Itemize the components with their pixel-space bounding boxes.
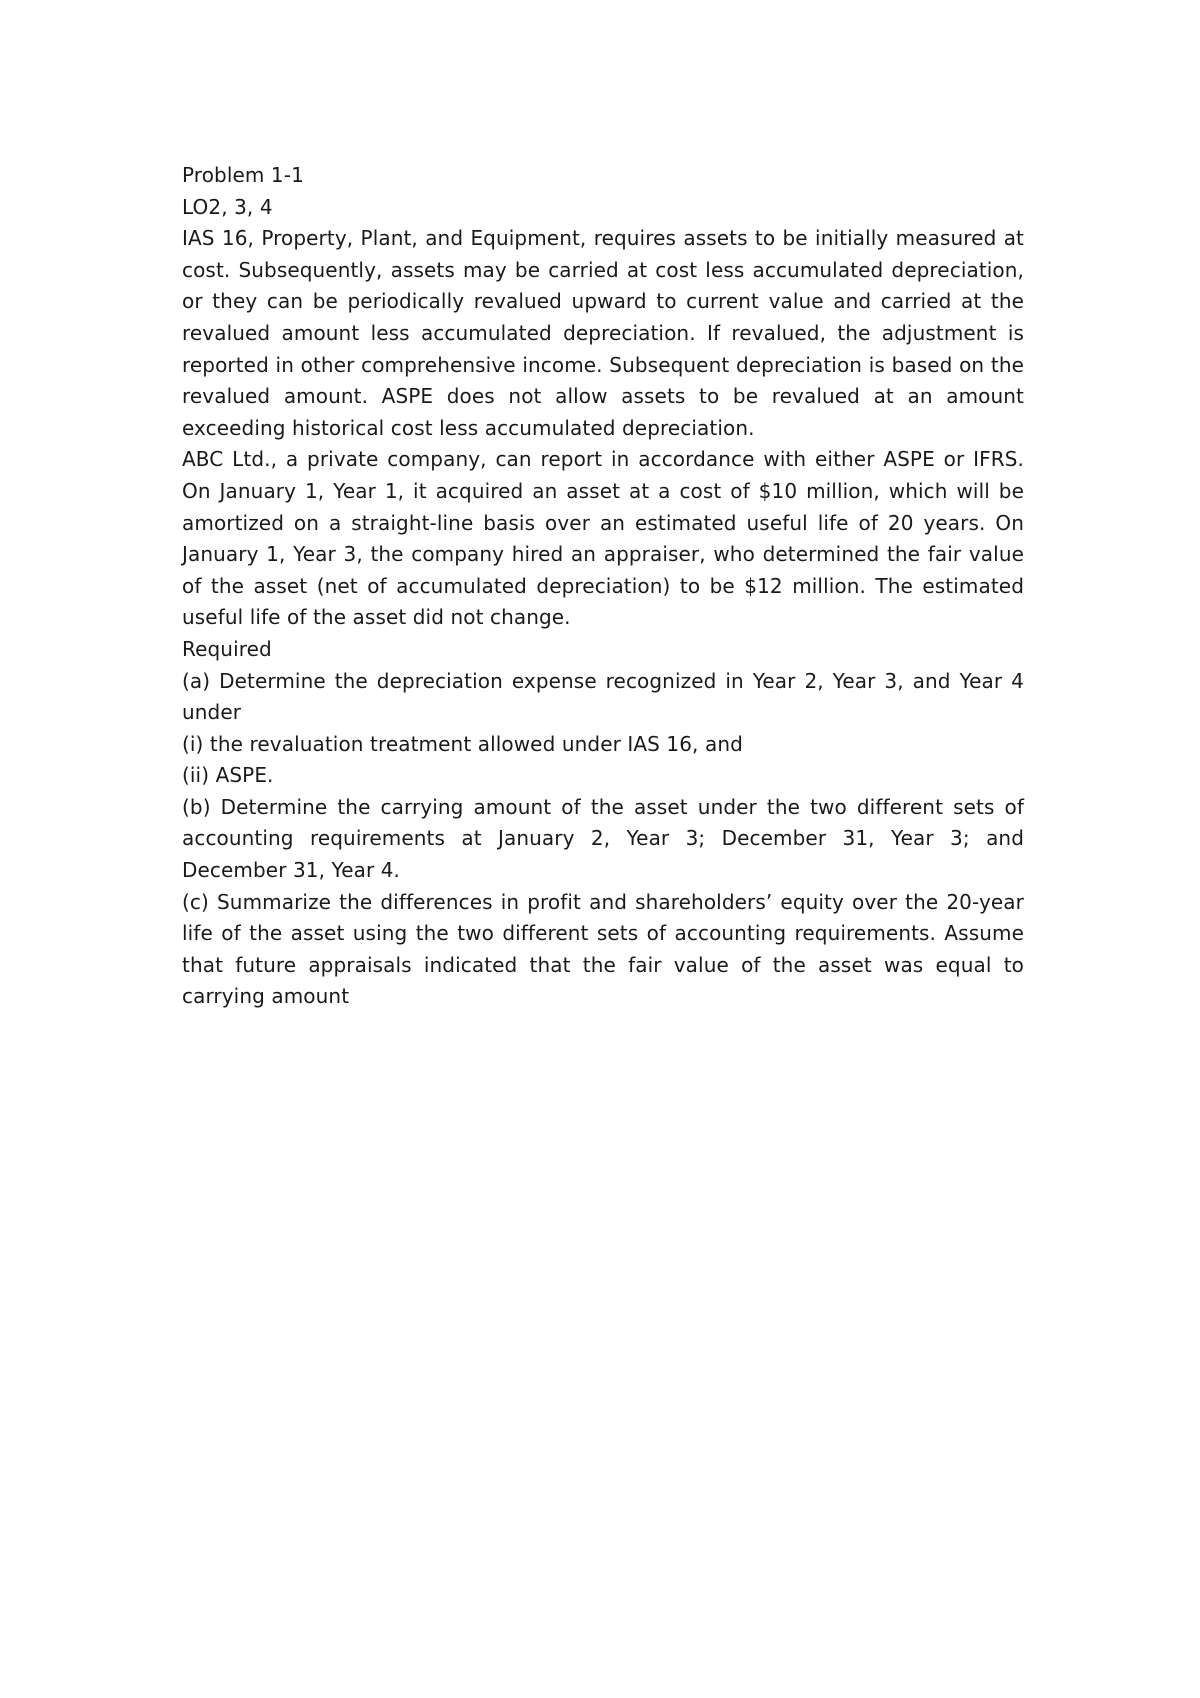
part-a-ii: (ii) ASPE. bbox=[182, 763, 274, 788]
part-a: (a) Determine the depreciation expense recognized in Year 2, Year 3, and Year 4 under bbox=[182, 668, 1024, 725]
required-heading: Required bbox=[182, 636, 272, 661]
document-body bbox=[182, 160, 1024, 1013]
abc-ltd-paragraph: ABC Ltd., a private company, can report in accordance with either ASPE or IFRS. On January 1, Year 1, it acquired an asset at a cost of $10 million, which will be amortized on a straight-line basis over an estimated useful life of 20 years. On January 1, Year 3, the company hired an appraiser, who determined the fair value of the asset (net of accumulated depreciation) to be $12 million. The estimated useful life of the asset did not change. bbox=[182, 447, 1024, 630]
ias16-paragraph: IAS 16, Property, Plant, and Equipment, requires assets to be initially measured at cost. Subsequently, assets may be carried at cost less accumulated depreciation, or they can be periodically revalued upward to current value and carried at the revalued amount less accumulated depreciation. If revalued, the adjustment is reported in other comprehensive income. Subsequent depreciation is based on the revalued amount. ASPE does not allow assets to be revalued at an amount exceeding historical cost less accumulated depreciation. bbox=[182, 226, 1024, 440]
learning-objectives: LO2, 3, 4 bbox=[182, 194, 273, 219]
part-c: (c) Summarize the differences in profit and shareholders’ equity over the 20-year life of the asset using the two different sets of accounting requirements. Assume that future appraisals indicated that the fair value of the asset was equal to carrying amount bbox=[182, 889, 1024, 1009]
problem-title: Problem 1-1 bbox=[182, 163, 304, 187]
part-a-i: (i) the revaluation treatment allowed under IAS 16, and bbox=[182, 731, 743, 756]
part-b: (b) Determine the carrying amount of the asset under the two different sets of accounting requirements at January 2, Year 3; December 31, Year 3; and December 31, Year 4. bbox=[182, 794, 1024, 883]
